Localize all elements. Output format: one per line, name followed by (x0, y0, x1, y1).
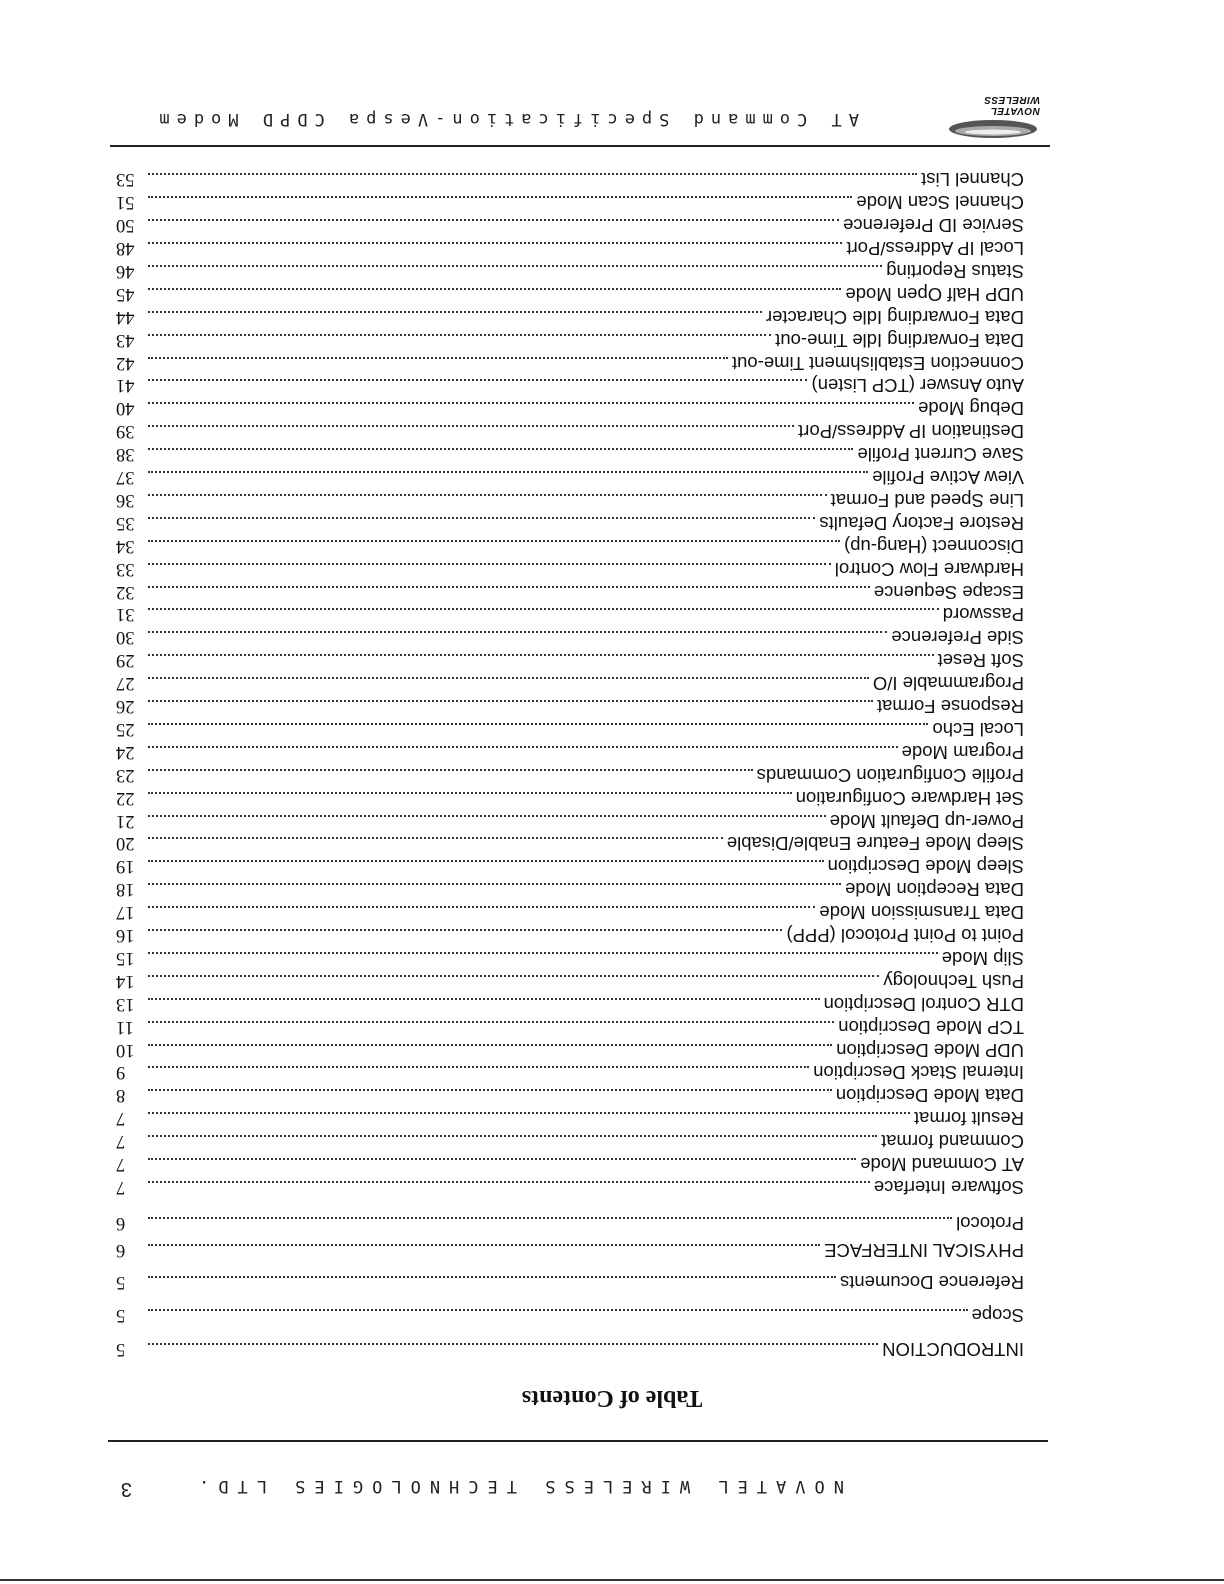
toc-dot-leader (148, 723, 928, 725)
footer-page-number: 3 (120, 1478, 132, 1500)
toc-dot-leader (148, 1067, 809, 1069)
toc-entry (116, 420, 1024, 442)
toc-entry-page: 6 (116, 1240, 126, 1260)
toc-entry-page: 14 (116, 970, 135, 991)
toc-entry-page: 41 (116, 375, 135, 396)
toc-entry-page: 53 (116, 169, 135, 190)
toc-entry-page: 40 (116, 398, 135, 419)
logo-wordmark: NOVATEL WIRELESS (983, 94, 1040, 116)
toc-entry (116, 1212, 1024, 1234)
toc-dot-leader (148, 1044, 832, 1046)
toc-dot-leader (148, 746, 898, 748)
toc-dot-leader (148, 517, 815, 519)
toc-entry (116, 695, 1024, 717)
toc-dot-leader (148, 380, 808, 382)
toc-entry-label: Connection Establishment Time-out (731, 352, 1024, 374)
toc-entry-page: 7 (116, 1154, 126, 1175)
toc-entry (116, 443, 1024, 465)
toc-entry-label: Sleep Mode Feature Enable/Disable (726, 833, 1024, 855)
toc-entry-page: 29 (116, 650, 135, 671)
toc-entry-label: Data Forwarding Idle Time-out (775, 329, 1024, 351)
toc-entry (116, 833, 1024, 855)
toc-entry-label: Profile Configuration Commands (756, 764, 1024, 786)
toc-entry (116, 283, 1024, 305)
toc-entry-label: Set Hardware Configuration (795, 787, 1024, 809)
toc-entry-page: 13 (116, 993, 135, 1014)
toc-entry (116, 741, 1024, 763)
toc-entry-label: Push Technology (883, 970, 1024, 992)
toc-entry-label: Hardware Flow Control (834, 558, 1024, 580)
toc-entry-page: 6 (116, 1213, 126, 1233)
toc-entry (116, 649, 1024, 671)
toc-entry-label: Data Transmission Mode (819, 902, 1024, 924)
toc-entry-page: 30 (116, 627, 135, 648)
toc-entry-page: 10 (116, 1039, 135, 1060)
toc-entry (116, 924, 1024, 946)
toc-entry-page: 46 (116, 261, 135, 281)
toc-entry-label: Program Mode (901, 741, 1024, 763)
toc-entry (116, 878, 1024, 900)
toc-dot-leader (148, 219, 839, 221)
toc-entry-page: 48 (116, 238, 135, 259)
toc-dot-leader (148, 998, 820, 1000)
toc-entry (116, 1062, 1024, 1084)
toc-entry (116, 1016, 1024, 1038)
toc-dot-leader (148, 700, 873, 702)
toc-entry-page: 45 (116, 283, 135, 304)
toc-dot-leader (148, 975, 879, 977)
toc-entry-page: 9 (116, 1062, 126, 1083)
toc-dot-leader (148, 311, 762, 313)
toc-entry-page: 22 (116, 787, 135, 808)
toc-entry (116, 1107, 1024, 1129)
toc-entry-page: 27 (116, 673, 135, 694)
toc-entry (116, 191, 1024, 213)
toc-entry-page: 51 (116, 192, 135, 213)
header-title: AT Command Specification-Vespa CDPD Modem (152, 109, 859, 129)
toc-dot-leader (148, 1158, 856, 1160)
toc-entry-page: 36 (116, 490, 135, 510)
toc-dot-leader (148, 815, 826, 817)
toc-entry-label: Auto Answer (TCP Listen) (811, 375, 1024, 397)
toc-entry-label: Programmable I/O (872, 673, 1024, 695)
toc-entry-page: 38 (116, 444, 135, 465)
toc-entry-page: 34 (116, 535, 135, 556)
toc-entry-label: INTRODUCTION (882, 1339, 1024, 1360)
toc-entry-label: Status Reporting (886, 261, 1024, 282)
toc-entry (116, 1304, 1024, 1326)
toc-entry-label: Slip Mode (941, 948, 1024, 969)
toc-entry-page: 19 (116, 856, 135, 877)
toc-dot-leader (148, 1021, 834, 1023)
toc-dot-leader (148, 288, 841, 290)
company-logo (946, 94, 1040, 144)
toc-entry-page: 17 (116, 902, 135, 923)
toc-dot-leader (148, 242, 842, 244)
toc-entry-label: Sleep Mode Description (827, 856, 1024, 878)
toc-entry-label: Local Echo (932, 719, 1024, 740)
toc-entry (116, 718, 1024, 740)
toc-entry-page: 42 (116, 352, 135, 373)
toc-entry-page: 35 (116, 512, 135, 533)
toc-entry-label: Internal Stack Description (813, 1062, 1024, 1084)
toc-dot-leader (148, 586, 870, 588)
toc-entry-page: 26 (116, 696, 135, 717)
toc-entry (116, 1039, 1024, 1061)
toc-dot-leader (148, 883, 841, 885)
toc-entry-label: Escape Sequence (873, 581, 1024, 603)
toc-entry-page: 23 (116, 764, 135, 785)
toc-dot-leader (148, 1309, 968, 1311)
toc-entry (116, 1130, 1024, 1152)
toc-entry-label: Reference Documents (839, 1272, 1024, 1293)
toc-entry (116, 581, 1024, 603)
toc-entry (116, 947, 1024, 969)
toc-dot-leader (148, 952, 938, 954)
toc-dot-leader (148, 494, 827, 496)
toc-dot-leader (148, 769, 753, 771)
toc-entry (116, 1176, 1024, 1198)
toc-entry (116, 397, 1024, 419)
toc-entry-label: Data Forwarding Idle Character (765, 306, 1024, 328)
toc-entry-label: Soft Reset (937, 650, 1024, 672)
toc-entry (116, 901, 1024, 923)
toc-dot-leader (148, 1181, 870, 1183)
toc-entry-label: Response Format (876, 696, 1024, 718)
toc-entry-page: 5 (116, 1272, 126, 1292)
header-rule-top (110, 145, 1050, 147)
toc-entry (116, 466, 1024, 488)
toc-entry-page: 5 (116, 1305, 126, 1325)
toc-entry-page: 7 (116, 1131, 126, 1152)
toc-entry-label: Data Reception Mode (845, 879, 1024, 901)
toc-entry-page: 31 (116, 604, 135, 625)
toc-entry-label: Scope (971, 1305, 1024, 1326)
toc-entry (116, 1153, 1024, 1175)
toc-entry (116, 329, 1024, 351)
toc-entry (116, 764, 1024, 786)
toc-entry-page: 37 (116, 467, 135, 488)
toc-dot-leader (148, 1276, 836, 1278)
toc-entry-page: 50 (116, 215, 135, 236)
toc-entry (116, 672, 1024, 694)
toc-entry-label: Channel Scan Mode (856, 192, 1024, 214)
toc-dot-leader (148, 448, 853, 450)
toc-dot-leader (148, 402, 914, 404)
toc-entry-label: UDP Mode Description (836, 1039, 1024, 1061)
toc-entry (116, 604, 1024, 626)
toc-dot-leader (148, 677, 869, 679)
toc-dot-leader (148, 1343, 878, 1345)
toc-dot-leader (148, 540, 840, 542)
toc-entry-page: 18 (116, 879, 135, 900)
toc-entry (116, 1239, 1024, 1261)
toc-dot-leader (148, 906, 815, 908)
toc-entry (116, 1271, 1024, 1293)
toc-entry (116, 352, 1024, 374)
toc-entry (116, 237, 1024, 259)
toc-entry (116, 168, 1024, 190)
toc-entry-label: Data Mode Description (835, 1085, 1024, 1107)
toc-dot-leader (148, 425, 794, 427)
toc-entry (116, 810, 1024, 832)
toc-entry (116, 787, 1024, 809)
toc-entry-page: 39 (116, 421, 135, 442)
toc-entry-label: Save Current Profile (857, 444, 1024, 466)
toc-dot-leader (148, 860, 824, 862)
toc-entry-page: 21 (116, 810, 135, 831)
toc-dot-leader (148, 265, 882, 267)
toc-entry-page: 25 (116, 719, 135, 739)
toc-entry (116, 260, 1024, 282)
toc-entry-label: Local IP Address/Port (846, 238, 1024, 260)
toc-entry-label: UDP Half Open Mode (845, 283, 1024, 305)
toc-entry-label: Software Interface (873, 1177, 1024, 1198)
toc-entry-page: 11 (116, 1016, 134, 1037)
toc-entry-page: 7 (116, 1108, 126, 1129)
toc-dot-leader (148, 334, 771, 336)
toc-entry-label: DTR Control Description (823, 993, 1024, 1015)
toc-entry (116, 993, 1024, 1015)
footer-company: NOVATEL WIRELESS TECHNOLOGIES LTD. (190, 1476, 844, 1496)
toc-entry (116, 626, 1024, 648)
toc-dot-leader (148, 1135, 877, 1137)
toc-entry-label: Protocol (956, 1213, 1024, 1234)
toc-entry-label: Point to Point Protocol (PPP) (786, 925, 1024, 947)
toc-entry-page: 16 (116, 925, 135, 946)
page-edge-rule (0, 1579, 1224, 1581)
toc-entry-page: 43 (116, 329, 135, 350)
toc-entry-page: 5 (116, 1339, 126, 1359)
toc-entry-label: Disconnect (Hang-up) (844, 535, 1024, 557)
toc-entry-label: Password (942, 604, 1024, 626)
toc-entry-label: Result format (913, 1108, 1024, 1130)
toc-dot-leader (148, 563, 831, 565)
toc-dot-leader (148, 838, 723, 840)
toc-entry (116, 970, 1024, 992)
toc-dot-leader (148, 654, 934, 656)
toc-entry (116, 512, 1024, 534)
toc-dot-leader (148, 173, 917, 175)
toc-entry-label: Side Preference (891, 627, 1024, 649)
toc-entry-page: 8 (116, 1085, 126, 1106)
toc-dot-leader (148, 609, 939, 611)
toc-entry-label: Power-up Default Mode (829, 810, 1024, 832)
toc-entry-label: Destination IP Address/Port (798, 421, 1024, 443)
toc-entry (116, 535, 1024, 557)
footer-rule (108, 1440, 1048, 1442)
toc-title: Table of Contents (521, 1385, 703, 1411)
toc-dot-leader (148, 471, 868, 473)
toc-dot-leader (148, 1112, 910, 1114)
toc-entry-page: 7 (116, 1177, 126, 1197)
toc-dot-leader (148, 1217, 952, 1219)
toc-entry (116, 306, 1024, 328)
toc-entry-label: Line Speed and Format (830, 490, 1024, 511)
toc-dot-leader (148, 792, 792, 794)
toc-entry (116, 214, 1024, 236)
toc-entry (116, 1084, 1024, 1106)
toc-entry (116, 855, 1024, 877)
toc-entry-label: Debug Mode (918, 398, 1024, 420)
toc-entry (116, 375, 1024, 397)
toc-dot-leader (148, 631, 887, 633)
toc-dot-leader (148, 1089, 832, 1091)
toc-entry (116, 558, 1024, 580)
toc-entry-label: TCP Mode Description (838, 1016, 1024, 1038)
toc-entry-label: Service ID Preference (843, 215, 1024, 237)
toc-entry-label: AT Command Mode (860, 1154, 1024, 1176)
toc-entry (116, 1338, 1024, 1360)
toc-entry-label: View Active Profile (872, 467, 1024, 489)
toc-dot-leader (148, 1244, 820, 1246)
toc-entry (116, 489, 1024, 511)
toc-entry-label: Command format (881, 1131, 1024, 1153)
toc-entry-page: 44 (116, 306, 135, 327)
toc-entry-label: Restore Factory Defaults (819, 512, 1024, 534)
toc-entry-page: 33 (116, 558, 135, 579)
toc-entry-label: Channel List (921, 169, 1024, 191)
toc-dot-leader (148, 196, 852, 198)
toc-entry-label: PHYSICAL INTERFACE (824, 1240, 1024, 1261)
toc-entry-page: 32 (116, 581, 135, 602)
toc-dot-leader (148, 357, 728, 359)
toc-entry-page: 24 (116, 741, 135, 762)
toc-entry-page: 15 (116, 948, 135, 968)
toc-dot-leader (148, 929, 782, 931)
toc-entry-page: 20 (116, 833, 135, 854)
